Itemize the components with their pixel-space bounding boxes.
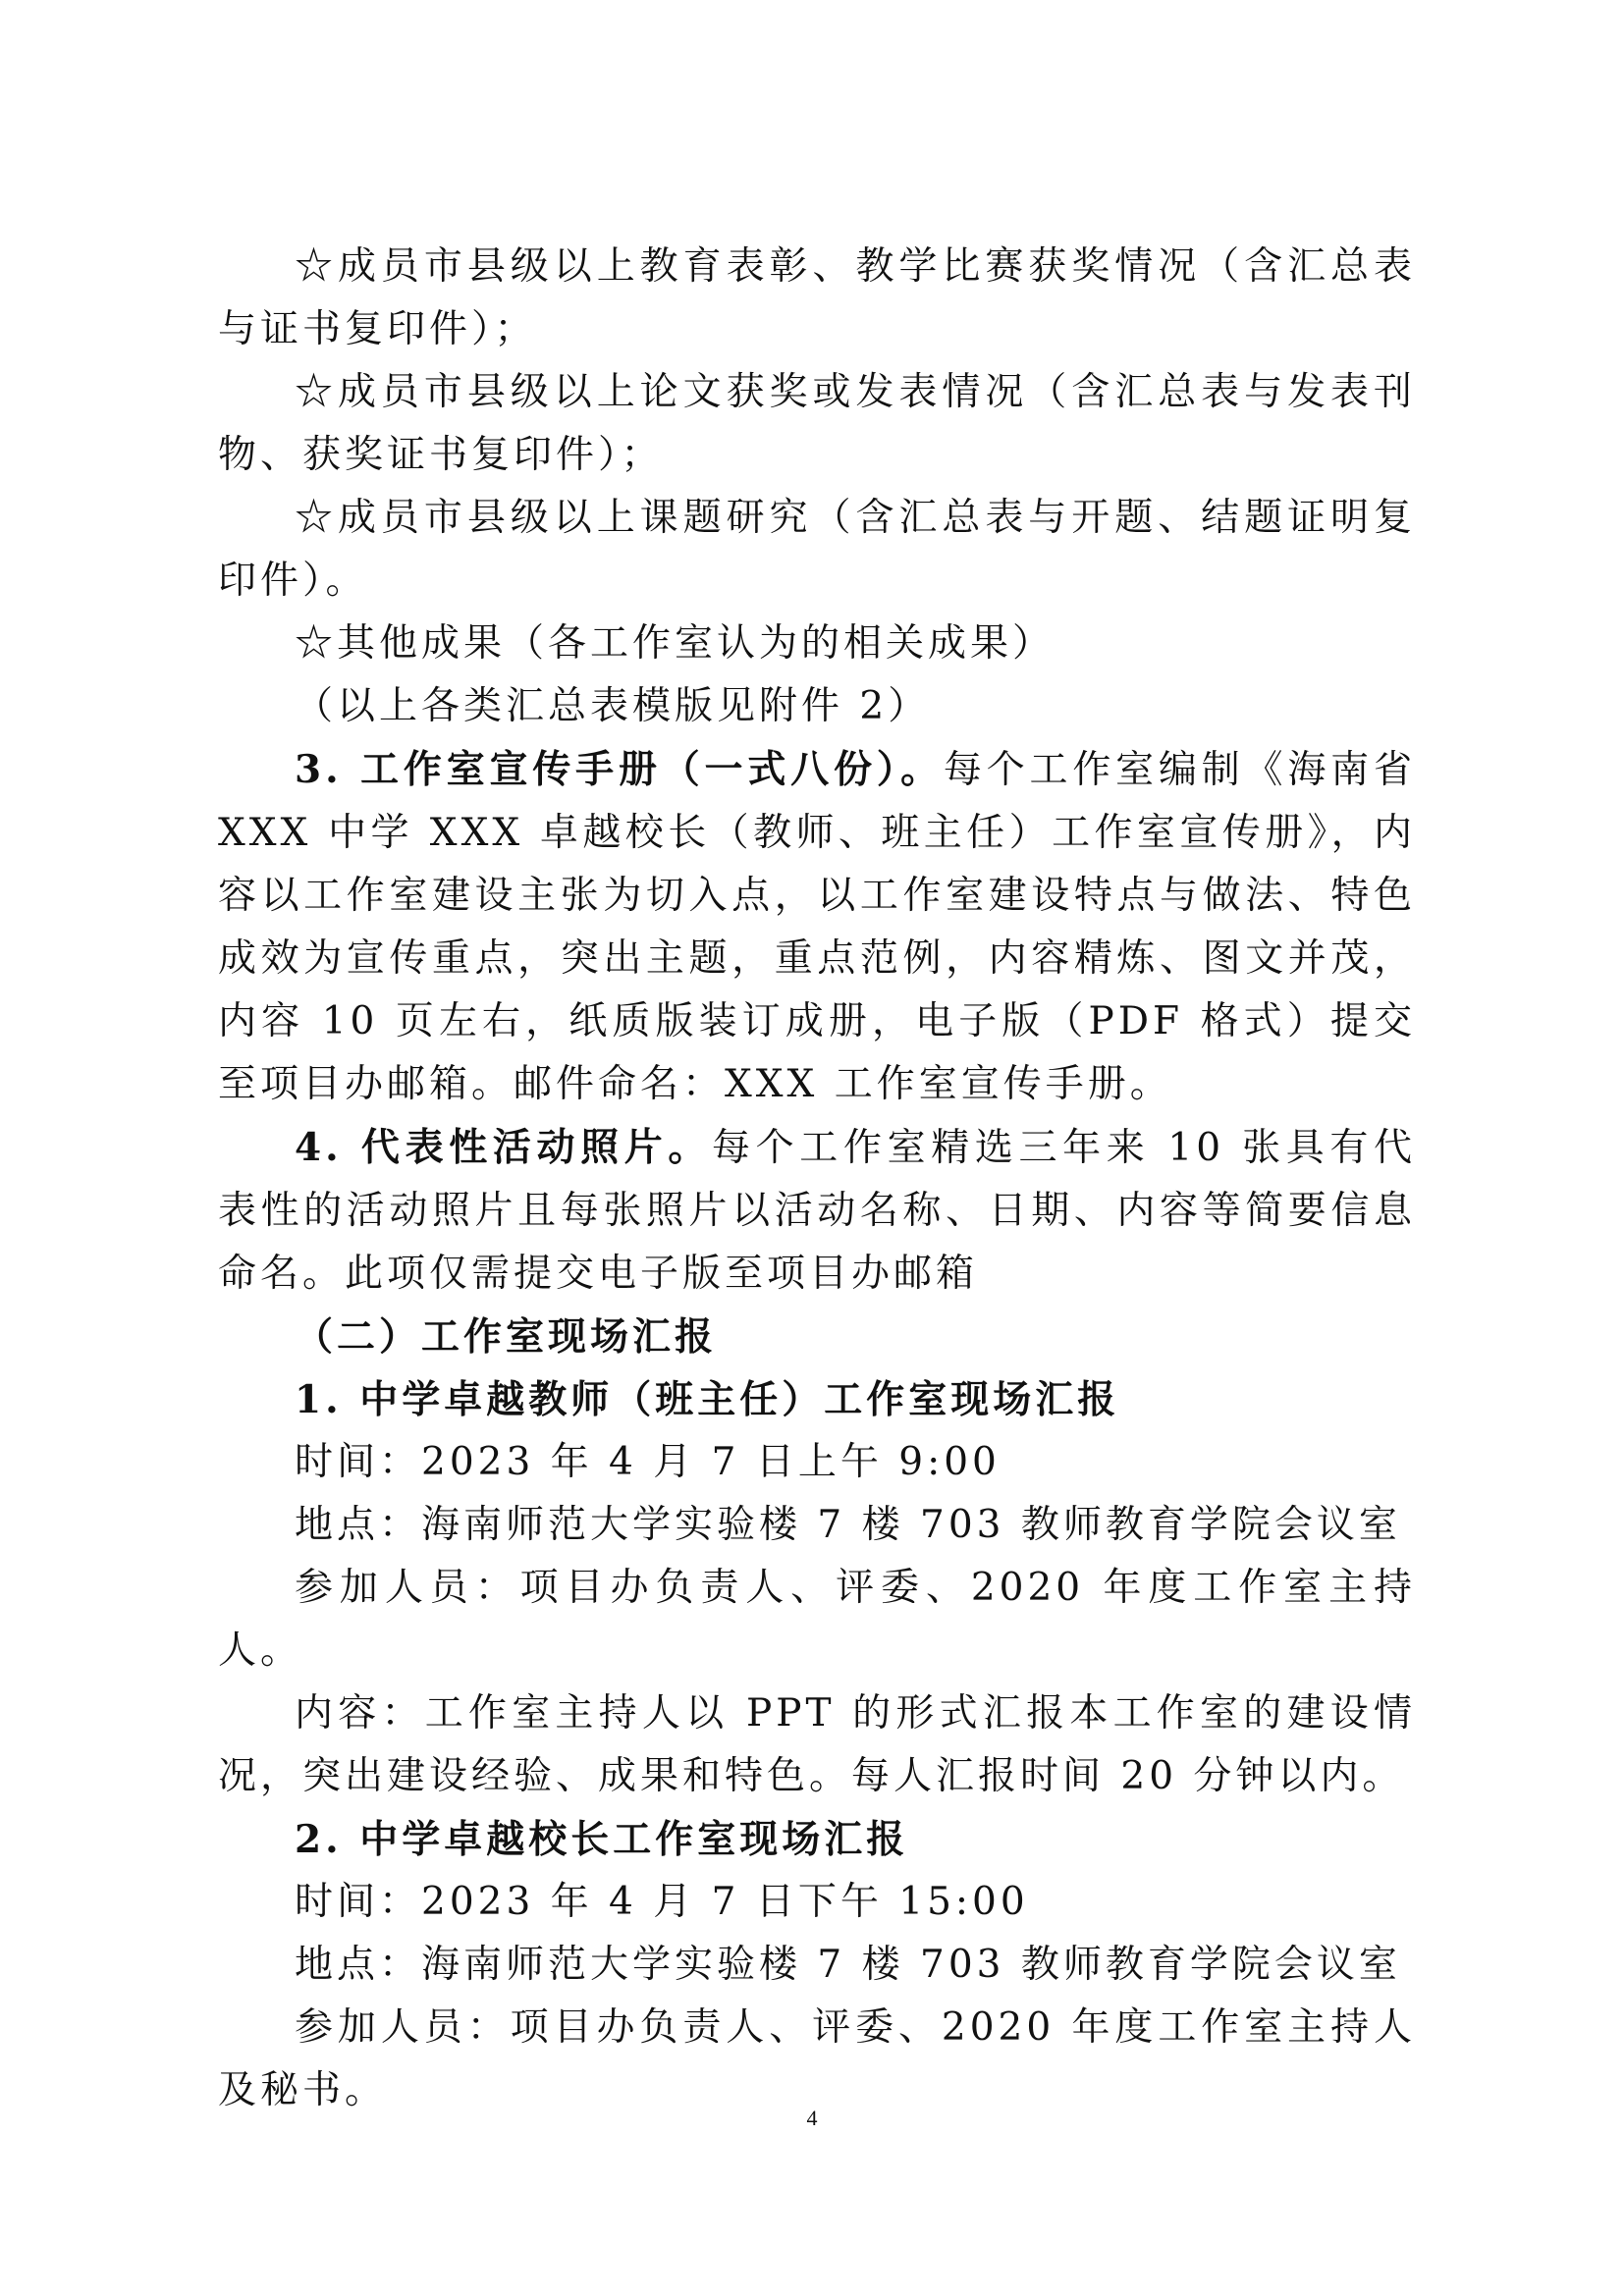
teacher-report-participants: 参加人员：项目办负责人、评委、2020 年度工作室主持人。	[218, 1566, 1416, 1673]
paragraph-awards: ☆成员市县级以上教育表彰、教学比赛获奖情况（含汇总表与证书复印件）；	[218, 244, 1416, 351]
paragraph-papers: ☆成员市县级以上论文获奖或发表情况（含汇总表与发表刊物、获奖证书复印件）；	[218, 370, 1416, 477]
paragraph-brochure	[218, 738, 1416, 1116]
page-number: 4	[806, 2106, 818, 2130]
brochure-text: 每个工作室编制《海南省 XXX 中学 XXX 卓越校长（教师、班主任）工作室宣传册》，内容以工作室建设主张为切入点，以工作室建设特点与做法、特色成效为宣传重点，突出主题，重点范例，内容精炼、图文并茂，内容 10 页左右，纸质版装订成册，电子版（PDF 格式）提交至项目办邮箱。邮件命名：XXX 工作室宣传手册。	[218, 748, 1416, 1106]
heading-principal-report: 2. 中学卓越校长工作室现场汇报	[295, 1817, 909, 1862]
heading-teacher-report: 1. 中学卓越教师（班主任）工作室现场汇报	[295, 1377, 1120, 1422]
photos-text: 每个工作室精选三年来 10 张具有代表性的活动照片且每张照片以活动名称、日期、内容等简要信息命名。此项仅需提交电子版至项目办邮箱	[218, 1126, 1417, 1296]
body-text	[218, 236, 1416, 2122]
teacher-report-place: 地点：海南师范大学实验楼 7 楼 703 教师教育学院会议室	[295, 1503, 1401, 1547]
paragraph-other-results: ☆其他成果（各工作室认为的相关成果）	[295, 621, 1056, 666]
principal-report-place: 地点：海南师范大学实验楼 7 楼 703 教师教育学院会议室	[295, 1943, 1401, 1987]
brochure-heading: 3. 工作室宣传手册（一式八份）。	[295, 747, 944, 792]
paragraph-photos	[218, 1116, 1416, 1306]
photos-heading: 4. 代表性活动照片。	[295, 1125, 713, 1170]
teacher-report-time: 时间：2023 年 4 月 7 日上午 9:00	[295, 1440, 1001, 1484]
section-heading-onsite-report: （二）工作室现场汇报	[295, 1314, 718, 1360]
principal-report-time: 时间：2023 年 4 月 7 日下午 15:00	[295, 1880, 1029, 1924]
teacher-report-content: 内容：工作室主持人以 PPT 的形式汇报本工作室的建设情况，突出建设经验、成果和特色。每人汇报时间 20 分钟以内。	[218, 1691, 1416, 1798]
paragraph-research: ☆成员市县级以上课题研究（含汇总表与开题、结题证明复印件）。	[218, 496, 1416, 603]
principal-report-participants: 参加人员：项目办负责人、评委、2020 年度工作室主持人及秘书。	[218, 2005, 1416, 2112]
paragraph-template-note: （以上各类汇总表模版见附件 2）	[295, 684, 931, 728]
